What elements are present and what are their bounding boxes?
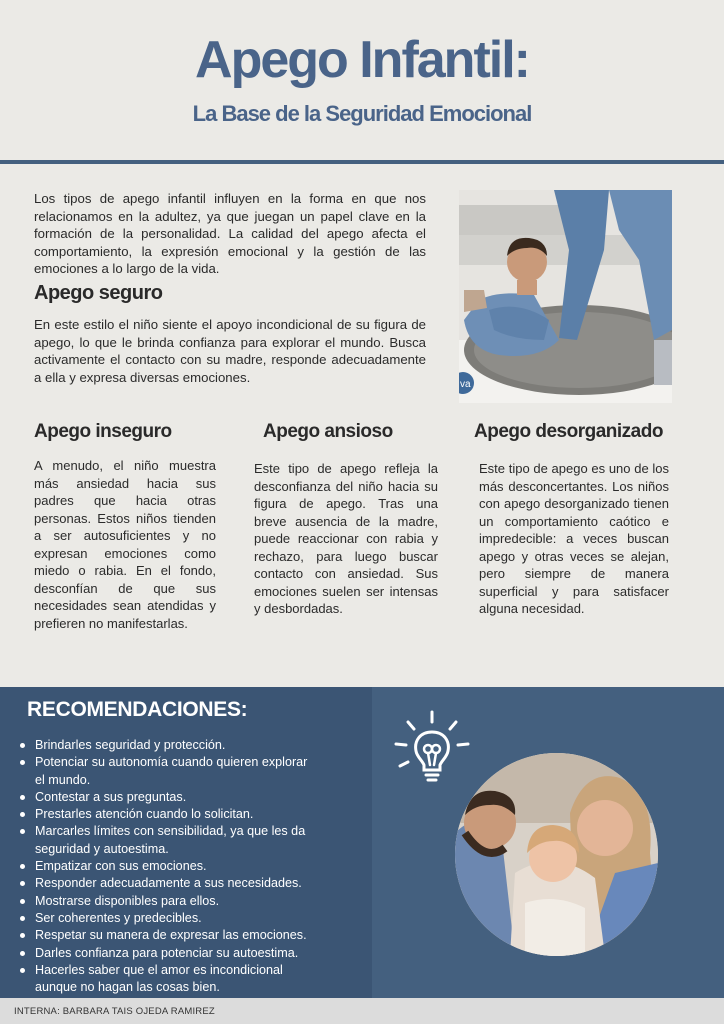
child-hugging-leg-photo: [459, 190, 672, 403]
list-item: Prestarles atención cuando lo solicitan.: [18, 806, 318, 823]
list-item: Empatizar con sus emociones.: [18, 858, 318, 875]
list-item: Darles confianza para potenciar su autoestima.: [18, 945, 318, 962]
heading-apego-desorganizado: Apego desorganizado: [474, 421, 663, 442]
family-photo: [455, 753, 658, 956]
page-subtitle: La Base de la Seguridad Emocional: [192, 101, 532, 126]
list-item: Mostrarse disponibles para ellos.: [18, 893, 318, 910]
header-divider: [0, 160, 724, 164]
page-title: Apego Infantil:: [195, 31, 529, 89]
paragraph-apego-ansioso: Este tipo de apego refleja la desconfianza del niño hacia su figura de apego. Tras una breve ausencia de la madre, puede reaccionar con rabia y rechazo, para luego buscar contacto con ansiedad. Sus emociones suelen ser intensas y desbordadas.: [254, 461, 438, 616]
list-item: Responder adecuadamente a sus necesidades.: [18, 875, 318, 892]
paragraph-apego-inseguro: A menudo, el niño muestra más ansiedad hacia sus padres que hacia otras personas. Estos niños tienden a ser autosuficientes y no expresan emociones como miedo o rabia. En el fondo, desconfían de que sus necesidades sean atendidas y prefieren no manifestarlas.: [34, 458, 216, 631]
list-item: Respetar su manera de expresar las emociones.: [18, 927, 318, 944]
footer-credit: INTERNA: BARBARA TAIS OJEDA RAMIREZ: [14, 1006, 215, 1017]
heading-apego-ansioso: Apego ansioso: [263, 421, 393, 442]
photo-badge: va: [460, 379, 471, 390]
list-item: Ser coherentes y predecibles.: [18, 910, 318, 927]
recommendations-list: [18, 737, 318, 996]
paragraph-apego-desorganizado: Este tipo de apego es uno de los más desconcertantes. Los niños con apego desorganizado tienen un comportamiento caótico e impredecible: a veces buscan apego y otras veces se alejan, pero siempre de manera superficial y para satisfacer alguna necesidad.: [479, 461, 669, 616]
intro-paragraph: Los tipos de apego infantil influyen en la forma en que nos relacionamos en la adultez, ya que juegan un papel clave en la formación de la personalidad. La calidad del apego afecta el comportamiento, la expresión emocional y la gestión de las emociones a lo largo de la vida.: [34, 191, 426, 277]
list-item: Brindarles seguridad y protección.: [18, 737, 318, 754]
recommendations-title: RECOMENDACIONES:: [27, 698, 248, 721]
heading-apego-inseguro: Apego inseguro: [34, 421, 172, 442]
list-item: Hacerles saber que el amor es incondicional aunque no hagan las cosas bien.: [18, 962, 318, 997]
paragraph-apego-seguro: En este estilo el niño siente el apoyo incondicional de su figura de apego, lo que le brinda confianza para explorar el mundo. Busca activamente el contacto con su madre, responde adecuadamente a ella y expresa diversas emociones.: [34, 317, 426, 385]
lightbulb-icon: [392, 708, 472, 788]
list-item: Contestar a sus preguntas.: [18, 789, 318, 806]
list-item: Marcarles límites con sensibilidad, ya que les da seguridad y autoestima.: [18, 823, 318, 858]
list-item: Potenciar su autonomía cuando quieren explorar el mundo.: [18, 754, 318, 789]
heading-apego-seguro: Apego seguro: [34, 282, 163, 304]
